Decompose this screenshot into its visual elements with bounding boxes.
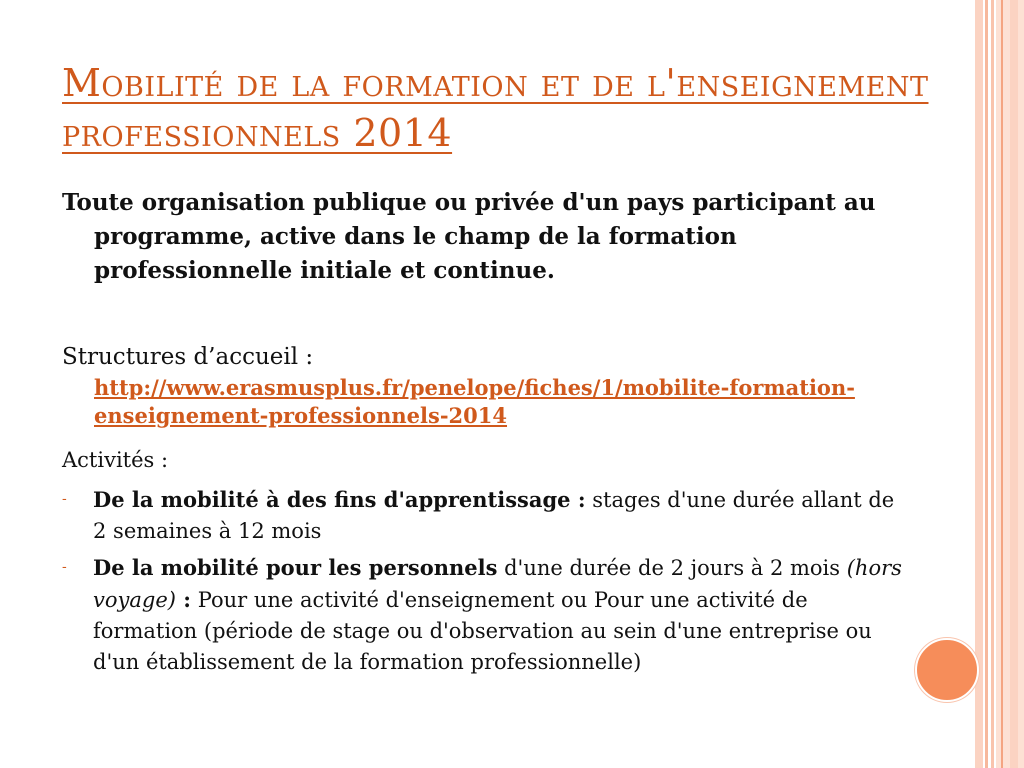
bullet-text: d'une durée de 2 jours à 2 mois [497, 556, 847, 580]
decorative-stripe [1010, 0, 1018, 768]
eligibility-paragraph: Toute organisation publique ou privée d'un pays participant au programme, active dans le champ de la formation professionnelle initiale et continue. [62, 189, 876, 284]
bullet-italic: (hors voyage) [93, 556, 902, 612]
slide-title: Mobilité de la formation et de l'enseignement professionnels 2014 [62, 61, 929, 155]
list-item [62, 552, 903, 678]
bullet-heading: De la mobilité pour les personnels [93, 555, 498, 580]
bullet-text-continued: Pour une activité d'enseignement ou Pour une activité de formation (période de stage ou d'observation au sein d'une entreprise ou d'un établissement de la formation professionnelle) [93, 588, 872, 674]
list-item [62, 484, 903, 547]
activites-label: Activités : [62, 448, 169, 472]
bullet-dash: - [62, 491, 67, 507]
decorative-stripe [985, 0, 988, 768]
structures-label: Structures d’accueil : [62, 344, 314, 370]
decorative-stripe [1001, 0, 1003, 768]
structures-link[interactable]: http://www.erasmusplus.fr/penelope/fiches/1/mobilite-formation-enseignement-professionnels-2014 [94, 375, 855, 428]
decorative-circle [915, 638, 979, 702]
decorative-stripe [991, 0, 994, 768]
bullet-colon: : [175, 587, 192, 612]
bullet-dash: - [62, 559, 67, 575]
bullet-text: stages d'une durée allant de 2 semaines à 12 mois [93, 488, 895, 543]
structures-section [62, 340, 924, 430]
bullet-heading: De la mobilité à des fins d'apprentissage : [93, 487, 586, 512]
decorative-stripe [975, 0, 983, 768]
